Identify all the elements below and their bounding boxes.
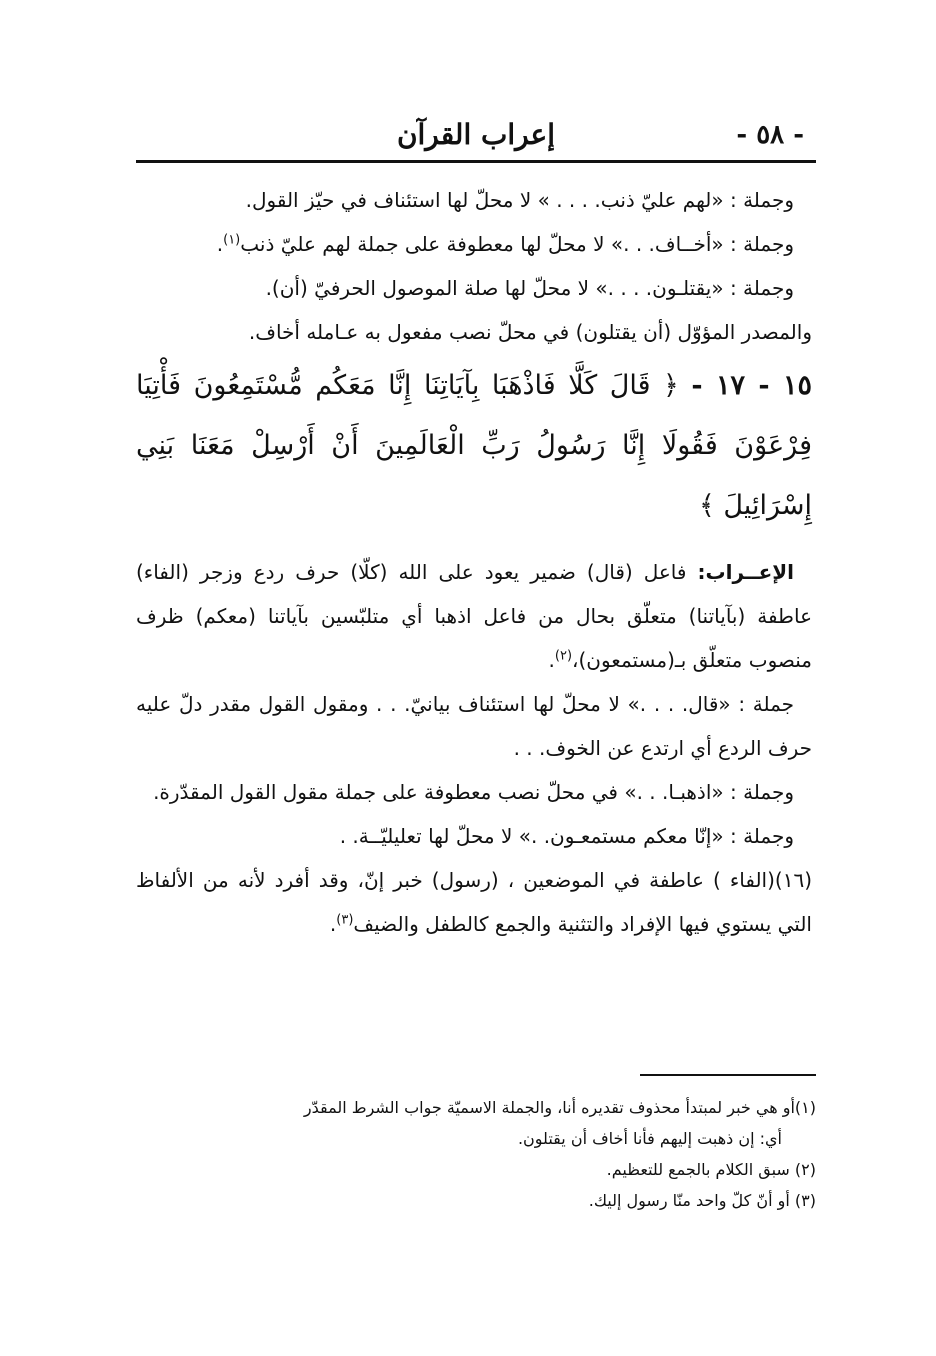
paragraph-3: وجملة : «يقتلـون. . . .» لا محلّ لها صلة الموصول الحرفيّ (أن). (265, 276, 794, 300)
header-rule (136, 160, 816, 163)
paragraph-6: وجملة : «اذهبـا. . .» في محلّ نصب معطوفة على جملة مقول القول المقدّرة. (153, 780, 794, 804)
irab-text: فاعل (قال) ضمير يعود على الله (كلّا) حرف ردع وزجر (الفاء) عاطفة (بآياتنا) متعلّق بحال من فاعل اذهبا أي متلبّسين بآياتنا (معكم) ظرف منصوب متعلّق بـ(مستمعون)، (136, 560, 812, 672)
paragraph-8 (136, 858, 812, 946)
page-header (138, 118, 814, 158)
verse-text: ﴿ قَالَ كَلَّا فَاذْهَبَا بِآيَاتِنَا إِنَّا مَعَكُم مُّسْتَمِعُونَ فَأْتِيَا فِرْعَوْنَ فَقُولَا إِنَّا رَسُولُ رَبِّ الْعَالَمِينَ أَنْ أَرْسِلْ مَعَنَا بَنِي إِسْرَائِيلَ ﴾ (136, 370, 812, 521)
running-title: إعراب القرآن (396, 118, 556, 151)
footnote-1-line-1: (١)أو هي خبر لمبتدأ محذوف تقديره أنا، والجملة الاسميّة جواب الشرط المقدّر (303, 1098, 816, 1117)
irab-end: . (548, 648, 555, 672)
footnote-marker-3: (٣) (336, 912, 354, 928)
footnote-2: (٢) سبق الكلام بالجمع للتعظيم. (606, 1160, 816, 1179)
paragraph-7: وجملة : «إنّا معكم مستمعـون. .» لا محلّ لها تعليليّــة. . (339, 824, 794, 848)
footnote-rule (640, 1074, 816, 1076)
quran-verse (136, 356, 812, 536)
irab-label: الإعــراب: (697, 560, 794, 584)
paragraph-2-end: . (216, 232, 224, 256)
page-number: - ٥٨ - (736, 120, 804, 150)
paragraph-8-text: (١٦)(الفاء ) عاطفة في الموضعين ، (رسول) خبر إنّ، وقد أفرد لأنه من الألفاظ التي يستوي فيها الإفراد والتثنية والجمع كالطفل والضيف (136, 868, 812, 936)
paragraph-2-text: وجملة : «أخــاف. . .» لا محلّ لها معطوفة على جملة لهم عليّ ذنب (240, 232, 794, 256)
footnotes (136, 1092, 816, 1216)
footnote-marker-2: (٢) (554, 648, 573, 664)
footnote-3: (٣) أو أنّ كلّ واحد منّا رسول إليك. (588, 1191, 816, 1210)
main-text (136, 178, 812, 946)
paragraph-4: والمصدر المؤوّل (أن يقتلون) في محلّ نصب مفعول به عـامله أخاف. (248, 320, 812, 344)
paragraph-5: جملة : «قال. . . .» لا محلّ لها استئناف بيانيّ. . . ومقول القول مقدر دلّ عليه حرف الردع أي ارتدع عن الخوف. . . (136, 692, 812, 760)
paragraph-1: وجملة : «لهم عليّ ذنب. . . . » لا محلّ لها استئناف في حيّز القول. (245, 188, 794, 212)
footnote-marker-1: (١) (223, 232, 241, 248)
irab-paragraph (136, 550, 812, 682)
paragraph-2 (136, 222, 812, 266)
footnote-1-line-2: أي: إن ذهبت إليهم فأنا أخاف أن يقتلون. (517, 1129, 782, 1148)
paragraph-8-end: . (329, 912, 337, 936)
verse-number: ١٥ - ١٧ - (691, 370, 812, 401)
